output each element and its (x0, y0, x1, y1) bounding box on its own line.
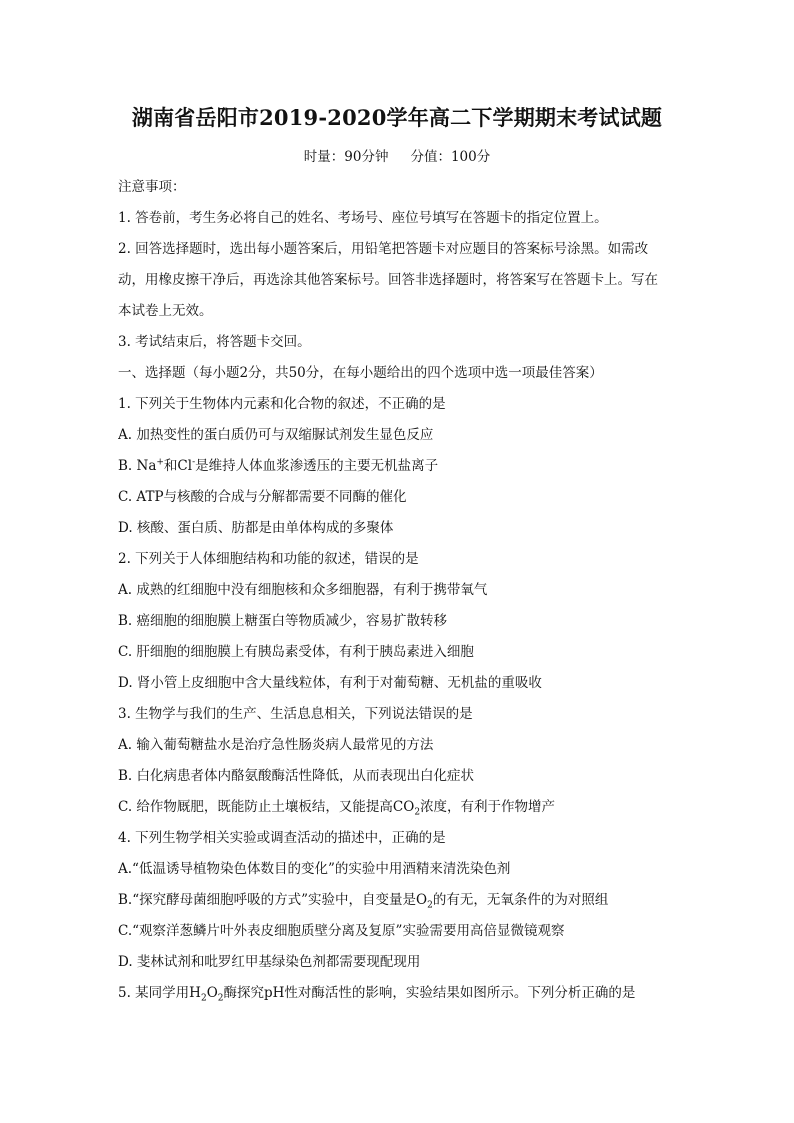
q4-option-d: D. 斐林试剂和吡罗红甲基绿染色剂都需要现配现用 (118, 954, 421, 970)
q3-option-c (118, 792, 678, 823)
q1-option-a: A. 加热变性的蛋白质仍可与双缩脲试剂发生显色反应 (118, 427, 434, 443)
note-3: 3. 考试结束后，将答题卡交回。 (118, 334, 311, 350)
q5-subscript-1: 2 (200, 993, 207, 1004)
q4-b-text-2: 的有无，无氧条件的为对照组 (432, 892, 609, 908)
note-2-line-2: 动，用橡皮擦干净后，再选涂其他答案标号。回答非选择题时，将答案写在答题卡上。写在 (118, 272, 658, 288)
exam-meta (0, 145, 794, 165)
q5-text-1: 5. 某同学用H (118, 985, 201, 1001)
q3-c-subscript: 2 (414, 807, 421, 818)
q5-text-2: O (206, 985, 218, 1001)
q2-option-a: A. 成熟的红细胞中没有细胞核和众多细胞器，有利于携带氧气 (118, 582, 488, 598)
q1-b-superscript-plus: + (156, 457, 164, 468)
q5-text-3: 酶探究pH性对酶活性的影响，实验结果如图所示。下列分析正确的是 (223, 985, 636, 1001)
total-score: 分值：100分 (410, 149, 491, 165)
note-1: 1. 答卷前，考生务必将自己的姓名、考场号、座位号填写在答题卡的指定位置上。 (118, 210, 608, 226)
q4-option-a: A.“低温诱导植物染色体数目的变化”的实验中用酒精来清洗染色剂 (118, 861, 511, 877)
q4-b-text-1: B.“探究酵母菌细胞呼吸的方式”实验中，自变量是O (118, 892, 428, 908)
q3-option-b: B. 白化病患者体内酪氨酸酶活性降低，从而表现出白化症状 (118, 768, 475, 784)
q3-c-text-2: 浓度，有利于作物增产 (420, 799, 556, 815)
note-2-line-1: 2. 回答选择题时，选出每小题答案后，用铅笔把答题卡对应题目的答案标号涂黑。如需改 (118, 241, 649, 257)
q5-subscript-2: 2 (217, 993, 224, 1004)
q1-b-superscript-minus: - (192, 457, 196, 468)
q1-option-d: D. 核酸、蛋白质、肪都是由单体构成的多聚体 (118, 520, 394, 536)
q2-option-c: C. 肝细胞的细胞膜上有胰岛素受体，有利于胰岛素进入细胞 (118, 644, 474, 660)
exam-title: 湖南省岳阳市2019-2020学年高二下学期期末考试试题 (131, 105, 663, 130)
time-limit: 时量：90分钟 (303, 149, 389, 165)
note-2-line-3: 本试卷上无效。 (118, 303, 213, 319)
q1-b-text-1: B. Na (118, 458, 157, 474)
q3-stem: 3. 生物学与我们的生产、生活息息相关，下列说法错误的是 (118, 706, 473, 722)
q2-option-d: D. 肾小管上皮细胞中含大量线粒体，有利于对葡萄糖、无机盐的重吸收 (118, 675, 542, 691)
exam-content (118, 172, 678, 1009)
q1-option-b (118, 451, 678, 482)
q1-option-c: C. ATP与核酸的合成与分解都需要不同酶的催化 (118, 489, 407, 505)
q4-b-subscript: 2 (427, 900, 433, 911)
q4-option-c: C.“观察洋葱鳞片叶外表皮细胞质壁分离及复原”实验需要用高倍显微镜观察 (118, 923, 565, 939)
notes-heading: 注意事项： (118, 179, 186, 195)
q3-option-a: A. 输入葡萄糖盐水是治疗急性肠炎病人最常见的方法 (118, 737, 434, 753)
q5-stem (118, 978, 678, 1009)
q4-stem: 4. 下列生物学相关实验或调查活动的描述中，正确的是 (118, 830, 446, 846)
q1-b-text-3: 是维持人体血浆渗透压的主要无机盐离子 (195, 458, 439, 474)
q1-b-text-2: 和Cl (163, 458, 193, 474)
section-heading: 一、选择题（每小题2分，共50分，在每小题给出的四个选项中选一项最佳答案） (118, 365, 603, 381)
q4-option-b (118, 885, 678, 916)
q2-stem: 2. 下列关于人体细胞结构和功能的叙述，错误的是 (118, 551, 419, 567)
q1-stem: 1. 下列关于生物体内元素和化合物的叙述，不正确的是 (118, 396, 446, 412)
q3-c-text-1: C. 给作物厩肥，既能防止土壤板结，又能提高CO (118, 799, 415, 815)
q2-option-b: B. 癌细胞的细胞膜上糖蛋白等物质减少，容易扩散转移 (118, 613, 448, 629)
